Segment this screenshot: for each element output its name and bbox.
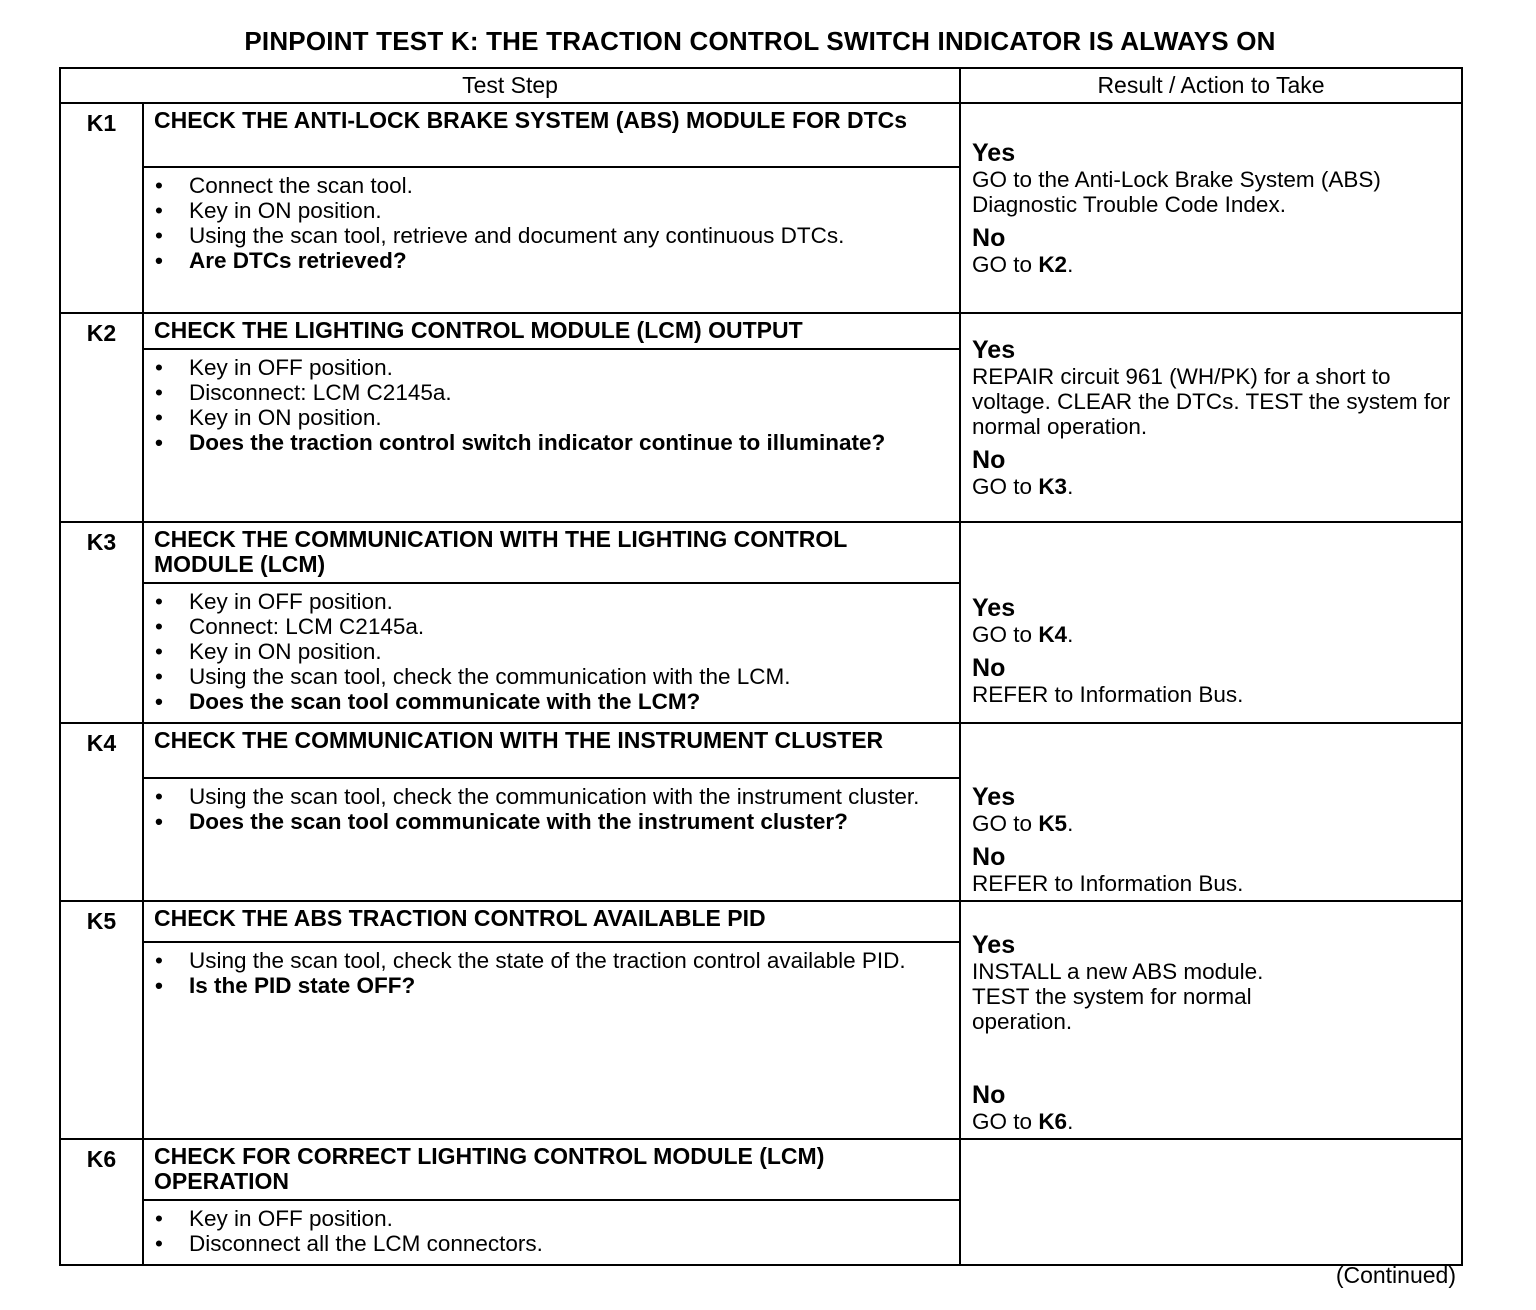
list-item: • Using the scan tool, check the state of the traction control available PID. <box>155 948 906 973</box>
yes-action-k1: GO to the Anti-Lock Brake System (ABS) Diagnostic Trouble Code Index. <box>972 166 1381 217</box>
step-list-k6 <box>143 1200 960 1265</box>
list-item: • Using the scan tool, check the communication with the instrument cluster. <box>155 784 920 809</box>
list-item: • Connect: LCM C2145a. <box>155 614 425 639</box>
continued-note: (Continued) <box>1335 1262 1456 1288</box>
list-item: • Key in ON position. <box>155 639 382 664</box>
ref-k6: K6 <box>1038 1109 1068 1134</box>
step-k4-heading-row <box>60 723 1462 778</box>
list-item: • Key in OFF position. <box>155 1206 393 1231</box>
result-k4 <box>960 723 1462 901</box>
list-item: • Disconnect all the LCM connectors. <box>155 1231 543 1256</box>
table-header-row <box>60 68 1462 103</box>
result-k5 <box>960 901 1462 1139</box>
step-id-k4: K4 <box>60 723 143 778</box>
step-list-k2 <box>143 349 960 522</box>
list-item-question: • Are DTCs retrieved? <box>155 248 407 273</box>
no-label: No <box>972 223 1006 252</box>
step-heading-k6: CHECK FOR CORRECT LIGHTING CONTROL MODULE (LCM) OPERATION <box>143 1139 960 1200</box>
list-item-question: • Does the scan tool communicate with the instrument cluster? <box>155 809 848 834</box>
result-k1 <box>960 103 1462 313</box>
list-item-question: • Does the scan tool communicate with the LCM? <box>155 689 701 714</box>
step-heading-k4: CHECK THE COMMUNICATION WITH THE INSTRUMENT CLUSTER <box>143 723 960 778</box>
header-result-action: Result / Action to Take <box>960 68 1462 103</box>
list-item-question: • Does the traction control switch indicator continue to illuminate? <box>155 430 886 455</box>
step-k2-heading-row <box>60 313 1462 349</box>
no-label: No <box>972 653 1006 682</box>
step-id-k2: K2 <box>60 313 143 349</box>
yes-action-k4: GO to K5. <box>972 811 1074 836</box>
list-item: • Connect the scan tool. <box>155 173 413 198</box>
list-item-question: • Is the PID state OFF? <box>155 973 416 998</box>
result-k6 <box>960 1139 1462 1265</box>
list-item: • Key in ON position. <box>155 198 382 223</box>
yes-label: Yes <box>972 931 1016 959</box>
list-item: • Using the scan tool, retrieve and document any continuous DTCs. <box>155 223 845 248</box>
page-title: PINPOINT TEST K: THE TRACTION CONTROL SWITCH INDICATOR IS ALWAYS ON <box>244 26 1276 56</box>
no-action-k5: GO to K6. <box>972 1109 1074 1134</box>
step-list-k4 <box>143 778 960 901</box>
ref-k4: K4 <box>1038 621 1068 647</box>
no-label: No <box>972 843 1006 871</box>
yes-label: Yes <box>972 335 1016 364</box>
yes-label: Yes <box>972 138 1016 167</box>
list-item: • Disconnect: LCM C2145a. <box>155 380 452 405</box>
step-id-k6: K6 <box>60 1139 143 1200</box>
no-action-k2: GO to K3. <box>972 473 1074 499</box>
pinpoint-test-table <box>59 67 1463 1266</box>
step-heading-k3: CHECK THE COMMUNICATION WITH THE LIGHTING CONTROL MODULE (LCM) <box>143 522 960 583</box>
step-list-k3 <box>143 583 960 723</box>
no-action-k1: GO to K2. <box>972 251 1074 277</box>
header-test-step: Test Step <box>60 68 960 103</box>
list-item: • Using the scan tool, check the communication with the LCM. <box>155 664 791 689</box>
go-to-text: GO to <box>972 251 1033 277</box>
step-id-k1: K1 <box>60 103 143 167</box>
step-id-k5: K5 <box>60 901 143 942</box>
ref-k3: K3 <box>1038 473 1068 499</box>
no-label: No <box>972 445 1006 474</box>
step-heading-k2: CHECK THE LIGHTING CONTROL MODULE (LCM) OUTPUT <box>143 313 960 349</box>
step-heading-k5: CHECK THE ABS TRACTION CONTROL AVAILABLE PID <box>143 901 960 942</box>
step-list-k1 <box>143 167 960 313</box>
ref-k2: K2 <box>1038 251 1068 277</box>
yes-action-k5-line1: INSTALL a new ABS module. <box>972 959 1264 984</box>
step-list-k5 <box>143 942 960 1139</box>
yes-action-k5-line2: TEST the system for normal operation. <box>972 984 1252 1034</box>
list-item: • Key in ON position. <box>155 405 382 430</box>
yes-action-k2: REPAIR circuit 961 (WH/PK) for a short to voltage. CLEAR the DTCs. TEST the system for normal operation. <box>972 363 1451 439</box>
step-id-k3: K3 <box>60 522 143 583</box>
step-k5-heading-row <box>60 901 1462 942</box>
result-k3 <box>960 522 1462 723</box>
no-action-k3: REFER to Information Bus. <box>972 681 1244 707</box>
yes-label: Yes <box>972 783 1016 811</box>
yes-label: Yes <box>972 593 1016 622</box>
step-heading-k1: CHECK THE ANTI-LOCK BRAKE SYSTEM (ABS) MODULE FOR DTCs <box>143 103 960 167</box>
no-label: No <box>972 1081 1006 1109</box>
no-action-k4: REFER to Information Bus. <box>972 871 1244 896</box>
list-item: • Key in OFF position. <box>155 355 393 380</box>
ref-k5: K5 <box>1038 811 1068 836</box>
list-item: • Key in OFF position. <box>155 589 393 614</box>
step-k6-heading-row <box>60 1139 1462 1200</box>
step-k1-heading-row <box>60 103 1462 167</box>
step-k3-heading-row <box>60 522 1462 583</box>
yes-action-k3: GO to K4. <box>972 621 1074 647</box>
result-k2 <box>960 313 1462 522</box>
